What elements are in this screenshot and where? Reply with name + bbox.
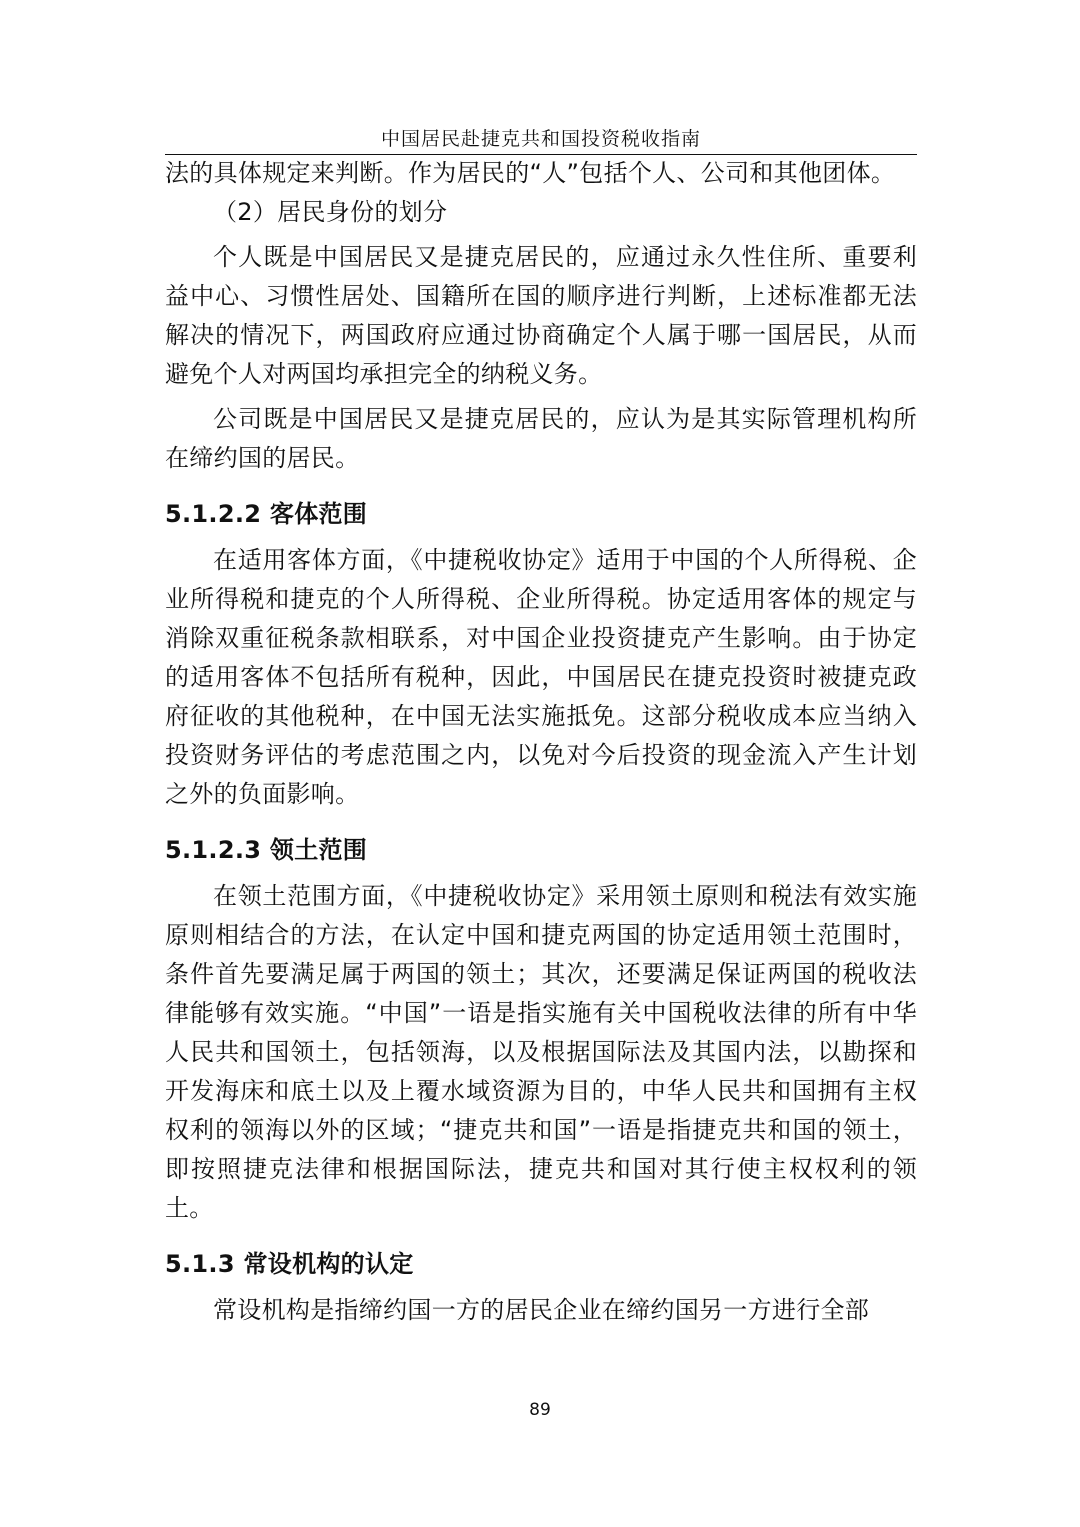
paragraph-object-scope: 在适用客体方面，《中捷税收协定》适用于中国的个人所得税、企业所得税和捷克的个人所得税、企业所得税。协定适用客体的规定与消除双重征税条款相联系，对中国企业投资捷克产生影响。由于协定的适用客体不包括所有税种，因此，中国居民在捷克投资时被捷克政府征收的其他税种，在中国无法实施抵免。这部分税收成本应当纳入投资财务评估的考虑范围之内，以免对今后投资的现金流入产生计划之外的负面影响。	[165, 546, 917, 808]
paragraph-permanent-establishment: 常设机构是指缔约国一方的居民企业在缔约国另一方进行全部	[213, 1296, 870, 1324]
paragraph-individual-residence: 个人既是中国居民又是捷克居民的，应通过永久性住所、重要利益中心、习惯性居处、国籍所在国的顺序进行判断，上述标准都无法解决的情况下，两国政府应通过协商确定个人属于哪一国居民，从而避免个人对两国均承担完全的纳税义务。	[165, 243, 917, 388]
page-number: 89	[529, 1400, 551, 1420]
page-body	[165, 154, 917, 1330]
running-header: 中国居民赴捷克共和国投资税收指南	[380, 128, 701, 150]
paragraph-company-residence: 公司既是中国居民又是捷克居民的，应认为是其实际管理机构所在缔约国的居民。	[165, 405, 917, 472]
section-heading-territorial-scope: 5.1.2.3 领土范围	[165, 836, 368, 864]
subheading-residence-classification: （2）居民身份的划分	[213, 198, 448, 226]
section-heading-object-scope: 5.1.2.2 客体范围	[165, 500, 368, 528]
paragraph-continuation: 法的具体规定来判断。作为居民的“人”包括个人、公司和其他团体。	[165, 159, 896, 187]
section-heading-permanent-establishment: 5.1.3 常设机构的认定	[165, 1250, 414, 1278]
paragraph-territorial-scope: 在领土范围方面，《中捷税收协定》采用领土原则和税法有效实施原则相结合的方法，在认定中国和捷克两国的协定适用领土范围时，条件首先要满足属于两国的领土；其次，还要满足保证两国的税收法律能够有效实施。“中国”一语是指实施有关中国税收法律的所有中华人民共和国领土，包括领海，以及根据国际法及其国内法，以勘探和开发海床和底土以及上覆水域资源为目的，中华人民共和国拥有主权权利的领海以外的区域；“捷克共和国”一语是指捷克共和国的领土，即按照捷克法律和根据国际法，捷克共和国对其行使主权权利的领土。	[165, 882, 917, 1222]
